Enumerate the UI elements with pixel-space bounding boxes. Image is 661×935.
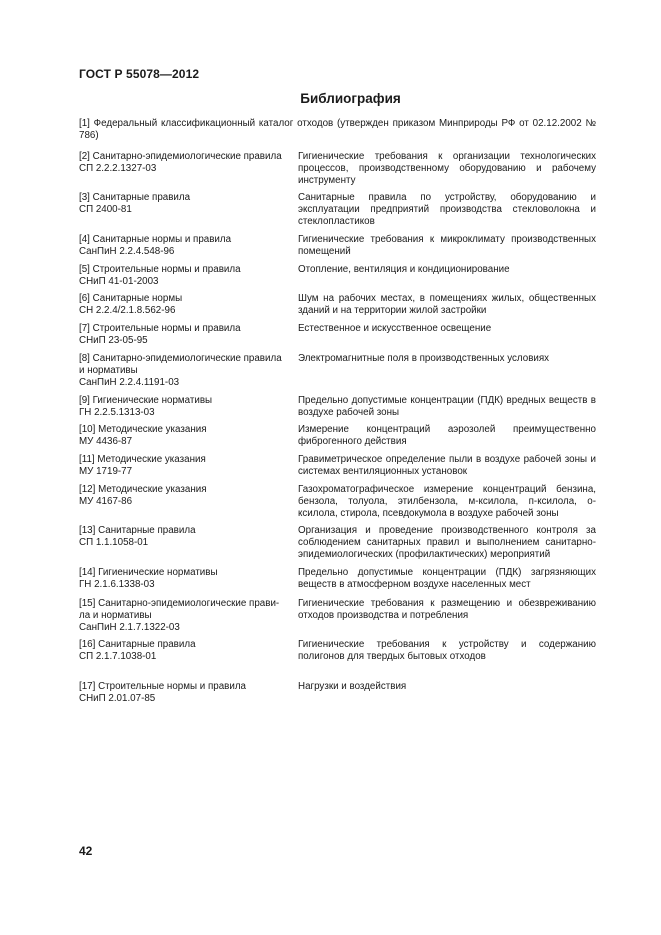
entry-description: Предельно допустимые концентрации (ПДК) загрязняющих веществ в атмосферном воздухе населенных мест xyxy=(298,567,596,591)
entry-source: [13] Санитарные правила СП 1.1.1058-01 xyxy=(79,525,196,549)
entry-description: Измерение концентраций аэрозолей преимущественно фиброгенного действия xyxy=(298,424,596,448)
bibliography-entry-1: [1] Федеральный классификационный каталог отходов (утвержден приказом Минприроды РФ от 02.12.2002 № 786) xyxy=(79,118,596,142)
entry-description: Гигиенические требования к микроклимату производственных помещений xyxy=(298,234,596,258)
entry-description: Электромагнитные поля в производственных условиях xyxy=(298,353,550,364)
entry-description: Нагрузки и воздействия xyxy=(298,681,407,692)
entry-description: Организация и проведение производственного контроля за соблюдением санитарных правил и выполнением санитарно-эпидемиологических (профилактических) мероприятий xyxy=(298,525,596,561)
entry-source: [8] Санитарно-эпидемиологические правила и нормативы СанПиН 2.2.4.1191-03 xyxy=(79,353,282,389)
entry-source: [16] Санитарные правила СП 2.1.7.1038-01 xyxy=(79,639,196,663)
entry-source: [17] Строительные нормы и правила СНиП 2.01.07-85 xyxy=(79,681,246,705)
entry-source: [9] Гигиенические нормативы ГН 2.2.5.1313-03 xyxy=(79,395,213,419)
entry-source: [4] Санитарные нормы и правила СанПиН 2.2.4.548-96 xyxy=(79,234,232,258)
entry-description: Газохроматографическое измерение концентраций бензина, бензола, толуола, этилбензола, м-ксилола, п-ксилола, о-ксилола, стирола, псевдокумола в воздухе рабочей зоны xyxy=(298,484,596,520)
entry-description: Предельно допустимые концентрации (ПДК) вредных веществ в воздухе рабочей зоны xyxy=(298,395,596,419)
entry-source: [15] Санитарно-эпидемиологические прави- ла и нормативы СанПиН 2.1.7.1322-03 xyxy=(79,598,280,634)
bibliography-title: Библиография xyxy=(300,91,401,106)
document-code-header: ГОСТ Р 55078—2012 xyxy=(79,67,200,81)
page-number: 42 xyxy=(79,844,93,858)
entry-description: Санитарные правила по устройству, оборудованию и эксплуатации предприятий производства стекловолокна и стеклопластиков xyxy=(298,192,596,228)
entry-source: [12] Методические указания МУ 4167-86 xyxy=(79,484,207,508)
entry-description: Шум на рабочих местах, в помещениях жилых, общественных зданий и на территории жилой застройки xyxy=(298,293,596,317)
entry-description: Гигиенические требования к размещению и обезвреживанию отходов производства и потребления xyxy=(298,598,596,622)
entry-description: Отопление, вентиляция и кондиционирование xyxy=(298,264,510,275)
entry-description: Гравиметрическое определение пыли в воздухе рабочей зоны и системах вентиляционных установок xyxy=(298,454,596,478)
entry-source: [5] Строительные нормы и правила СНиП 41-01-2003 xyxy=(79,264,241,288)
entry-source: [2] Санитарно-эпидемиологические правила СП 2.2.2.1327-03 xyxy=(79,151,282,175)
entry-source: [11] Методические указания МУ 1719-77 xyxy=(79,454,206,478)
entry-source: [7] Строительные нормы и правила СНиП 23-05-95 xyxy=(79,323,241,347)
entry-description: Естественное и искусственное освещение xyxy=(298,323,492,334)
entry-source: [10] Методические указания МУ 4436-87 xyxy=(79,424,207,448)
entry-description: Гигиенические требования к устройству и содержанию полигонов для твердых бытовых отходов xyxy=(298,639,596,663)
entry-source: [6] Санитарные нормы СН 2.2.4/2.1.8.562-96 xyxy=(79,293,183,317)
entry-source: [14] Гигиенические нормативы ГН 2.1.6.1338-03 xyxy=(79,567,218,591)
entry-source: [3] Санитарные правила СП 2400-81 xyxy=(79,192,191,216)
entry-description: Гигиенические требования к организации технологических процессов, производственному оборудованию и рабочему инструменту xyxy=(298,151,596,187)
